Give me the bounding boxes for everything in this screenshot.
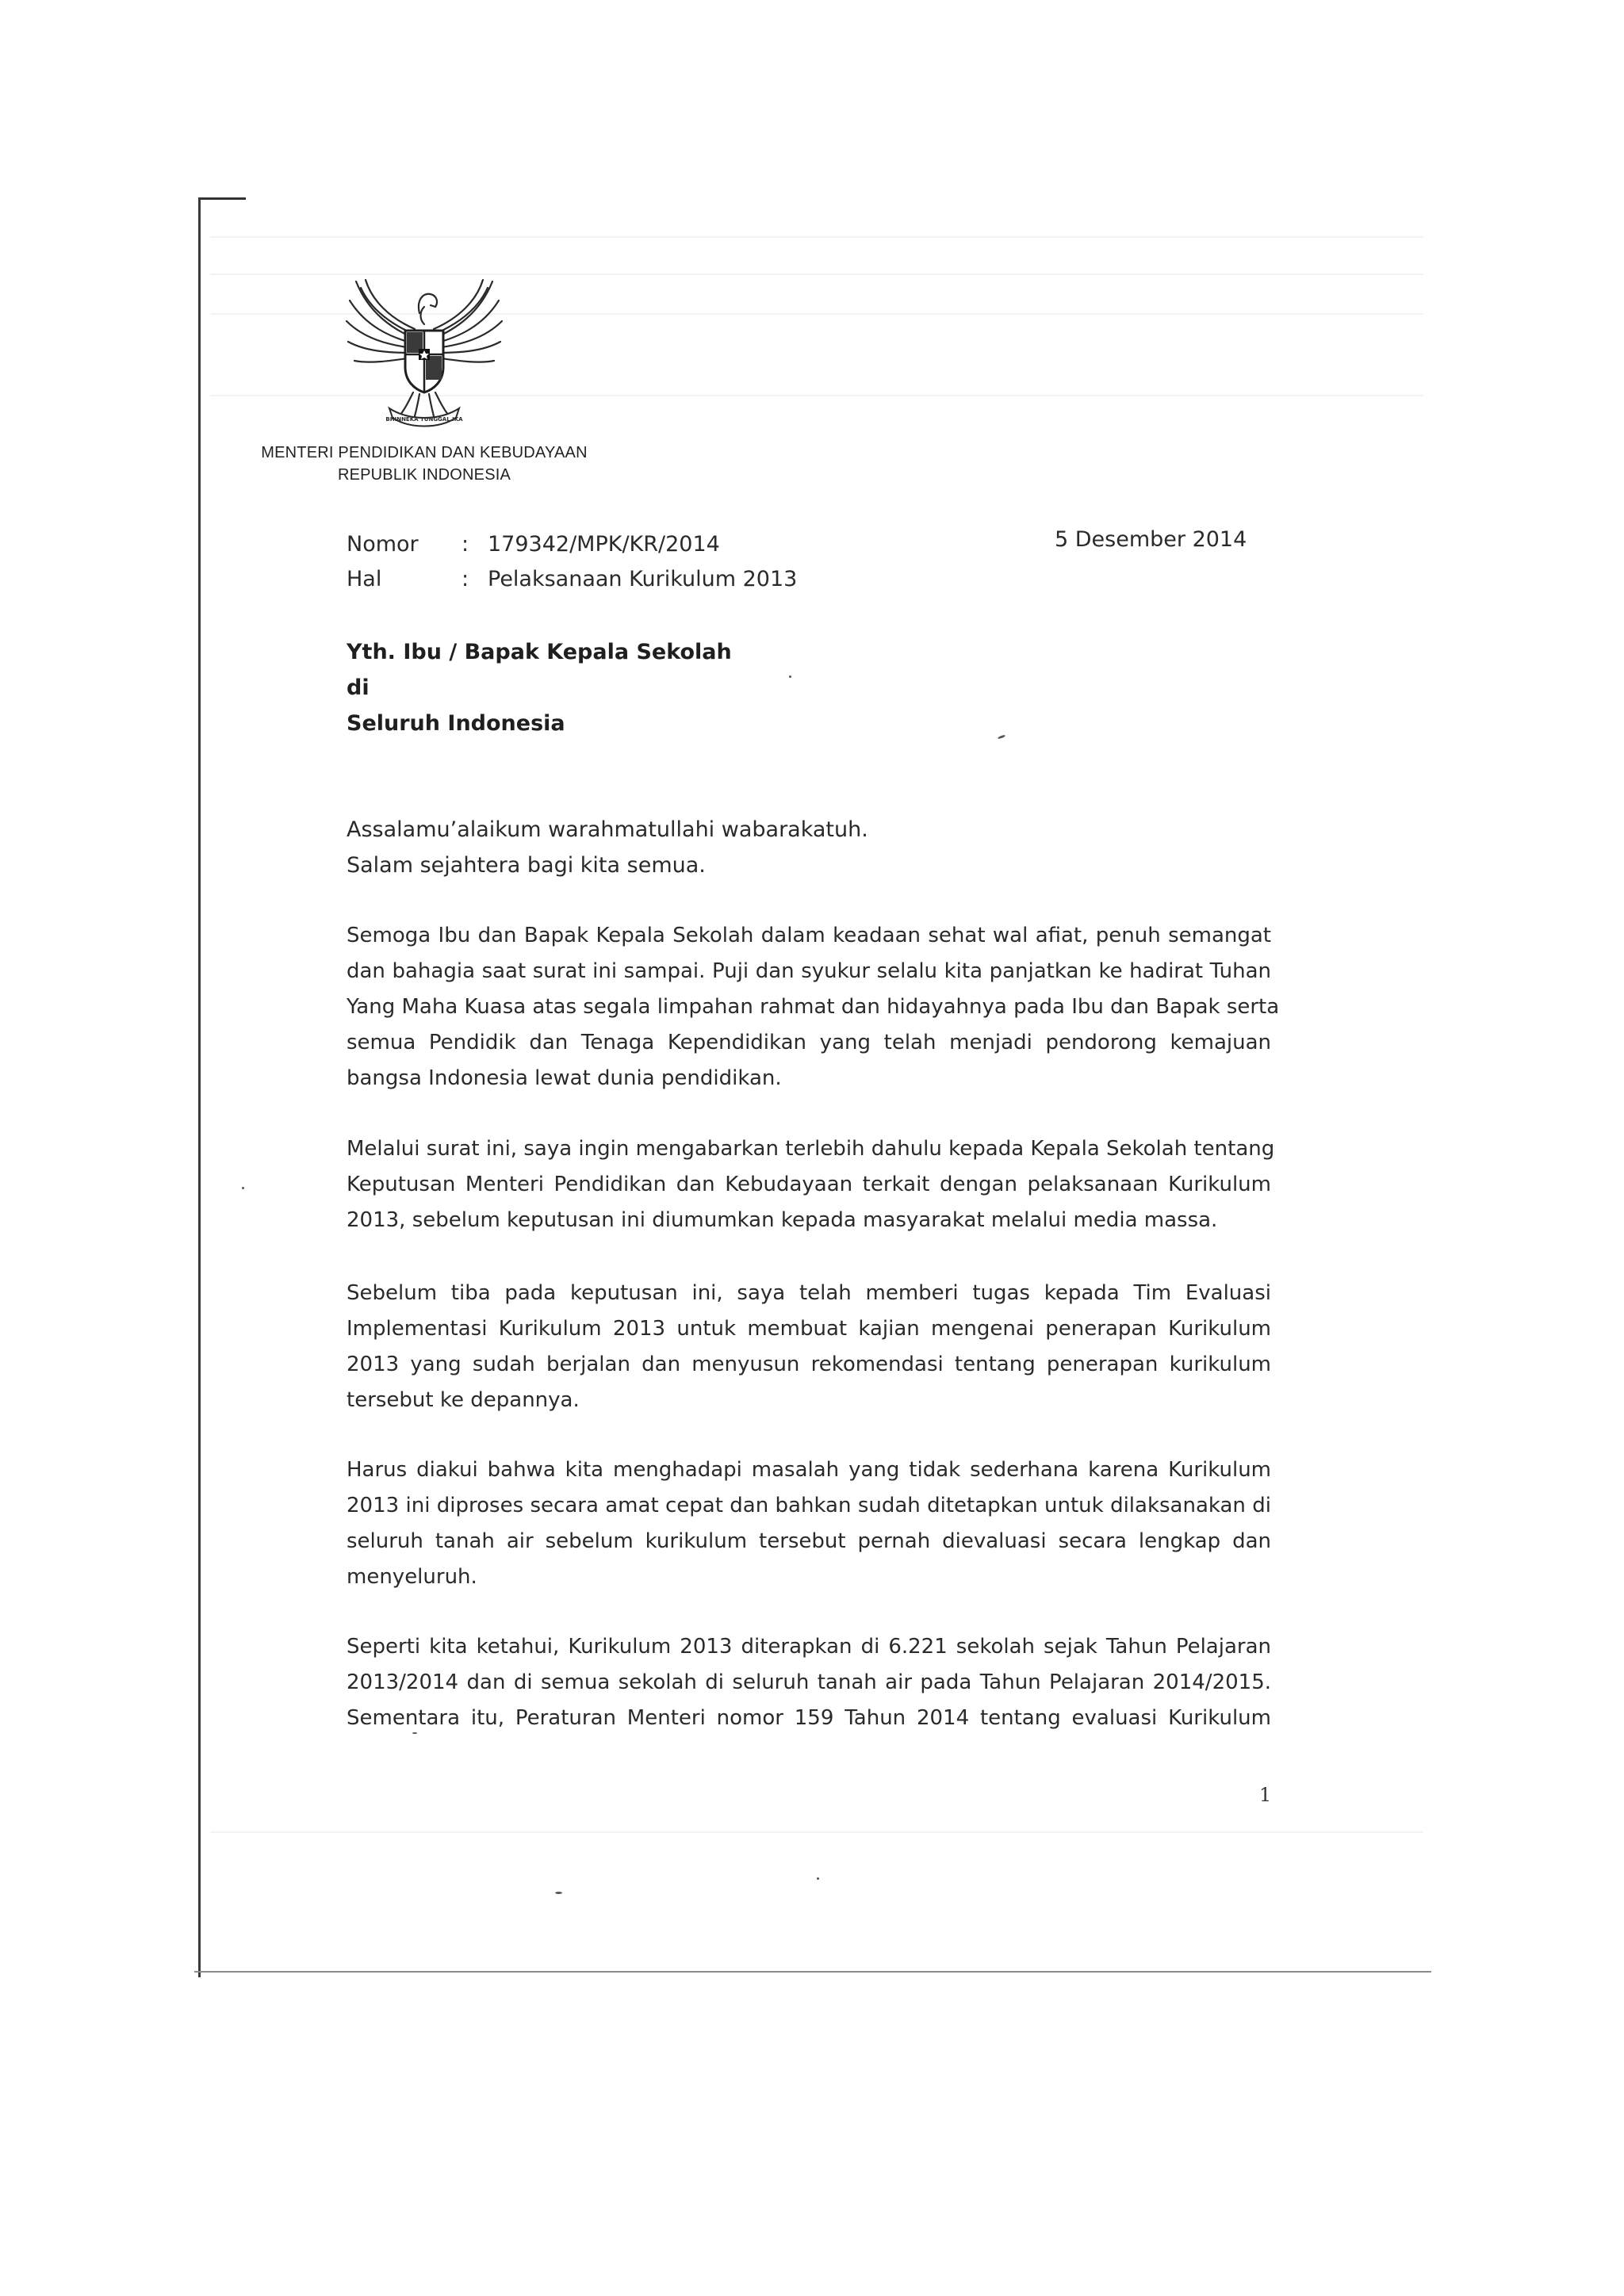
body-paragraph [347, 1131, 1275, 1238]
paragraph-line: Sebelum tiba pada keputusan ini, saya telah memberi tugas kepada Tim Evaluasi [347, 1281, 1271, 1305]
paragraph-line: semua Pendidik dan Tenaga Kependidikan yang telah menjadi pendorong kemajuan [347, 1031, 1271, 1054]
body-paragraph [347, 1629, 1271, 1736]
paragraph-line: Melalui surat ini, saya ingin mengabarkan terlebih dahulu kepada Kepala Sekolah tentang [347, 1137, 1275, 1161]
paragraph-line: seluruh tanah air sebelum kurikulum tersebut pernah dievaluasi secara lengkap dan [347, 1529, 1271, 1553]
recipient-line: Yth. Ibu / Bapak Kepala Sekolah [347, 640, 732, 664]
paragraph-line: 2013, sebelum keputusan ini diumumkan kepada masyarakat melalui media massa. [347, 1208, 1218, 1232]
paragraph-line: dan bahagia saat surat ini sampai. Puji dan syukur selalu kita panjatkan ke hadirat Tuhan [347, 959, 1271, 983]
hal-value: Pelaksanaan Kurikulum 2013 [488, 567, 798, 591]
paragraph-line: Harus diakui bahwa kita menghadapi masalah yang tidak sederhana karena Kurikulum [347, 1458, 1271, 1482]
hal-colon: : [462, 567, 469, 591]
greeting-block [347, 812, 868, 883]
body-paragraph [347, 918, 1280, 1096]
letter-date: 5 Desember 2014 [1055, 527, 1247, 552]
greeting-line: Assalamu’alaikum warahmatullahi wabarakatuh. [347, 817, 868, 842]
org-name-line2: REPUBLIK INDONESIA [337, 466, 511, 484]
paragraph-line: Yang Maha Kuasa atas segala limpahan rahmat dan hidayahnya pada Ibu dan Bapak serta [347, 995, 1280, 1019]
paragraph-line: 2013/2014 dan di semua sekolah di seluruh tanah air pada Tahun Pelajaran 2014/2015. [347, 1670, 1271, 1694]
scan-speck [555, 1892, 562, 1894]
paragraph-line: tersebut ke depannya. [347, 1388, 580, 1412]
body-paragraph [347, 1276, 1271, 1418]
paragraph-line: Semoga Ibu dan Bapak Kepala Sekolah dalam keadaan sehat wal afiat, penuh semangat [347, 924, 1271, 947]
scan-border-left [198, 197, 201, 1977]
paragraph-line: 2013 ini diproses secara amat cepat dan bahkan sudah ditetapkan untuk dilaksanakan di [347, 1494, 1271, 1517]
body-paragraph [347, 1452, 1271, 1595]
recipient-line: di [347, 675, 370, 700]
nomor-value: 179342/MPK/KR/2014 [488, 532, 720, 557]
letterhead-organization [254, 442, 595, 486]
paragraph-line: Seperti kita ketahui, Kurikulum 2013 diterapkan di 6.221 sekolah sejak Tahun Pelajaran [347, 1635, 1271, 1659]
paragraph-line: Implementasi Kurikulum 2013 untuk membuat kajian mengenai penerapan Kurikulum [347, 1317, 1271, 1341]
scan-border-corner [198, 197, 246, 200]
paragraph-line: bangsa Indonesia lewat dunia pendidikan. [347, 1066, 782, 1090]
greeting-line: Salam sejahtera bagi kita semua. [347, 853, 706, 878]
scan-texture-line [210, 1831, 1423, 1833]
paragraph-line: Sementara itu, Peraturan Menteri nomor 159 Tahun 2014 tentang evaluasi Kurikulum [347, 1706, 1271, 1730]
scan-speck [998, 734, 1005, 739]
scan-speck [789, 675, 791, 678]
recipient-line: Seluruh Indonesia [347, 711, 565, 736]
scan-speck [817, 1877, 819, 1880]
paragraph-line: menyeluruh. [347, 1565, 477, 1589]
paragraph-line: 2013 yang sudah berjalan dan menyusun rekomendasi tentang penerapan kurikulum [347, 1353, 1271, 1376]
nomor-colon: : [462, 532, 469, 557]
scan-speck [242, 1187, 244, 1189]
page-number: 1 [1259, 1784, 1272, 1806]
scan-border-bottom [194, 1971, 1431, 1973]
emblem-motto-text: BHINNEKA TUNGGAL IKA [385, 416, 463, 423]
paragraph-line: Keputusan Menteri Pendidikan dan Kebudayaan terkait dengan pelaksanaan Kurikulum [347, 1173, 1271, 1196]
garuda-emblem [337, 266, 511, 432]
nomor-label: Nomor [347, 532, 419, 557]
scan-texture-line [210, 236, 1423, 238]
recipient-block [347, 634, 732, 741]
org-name-line1: MENTERI PENDIDIKAN DAN KEBUDAYAAN [261, 444, 588, 461]
hal-label: Hal [347, 567, 382, 591]
